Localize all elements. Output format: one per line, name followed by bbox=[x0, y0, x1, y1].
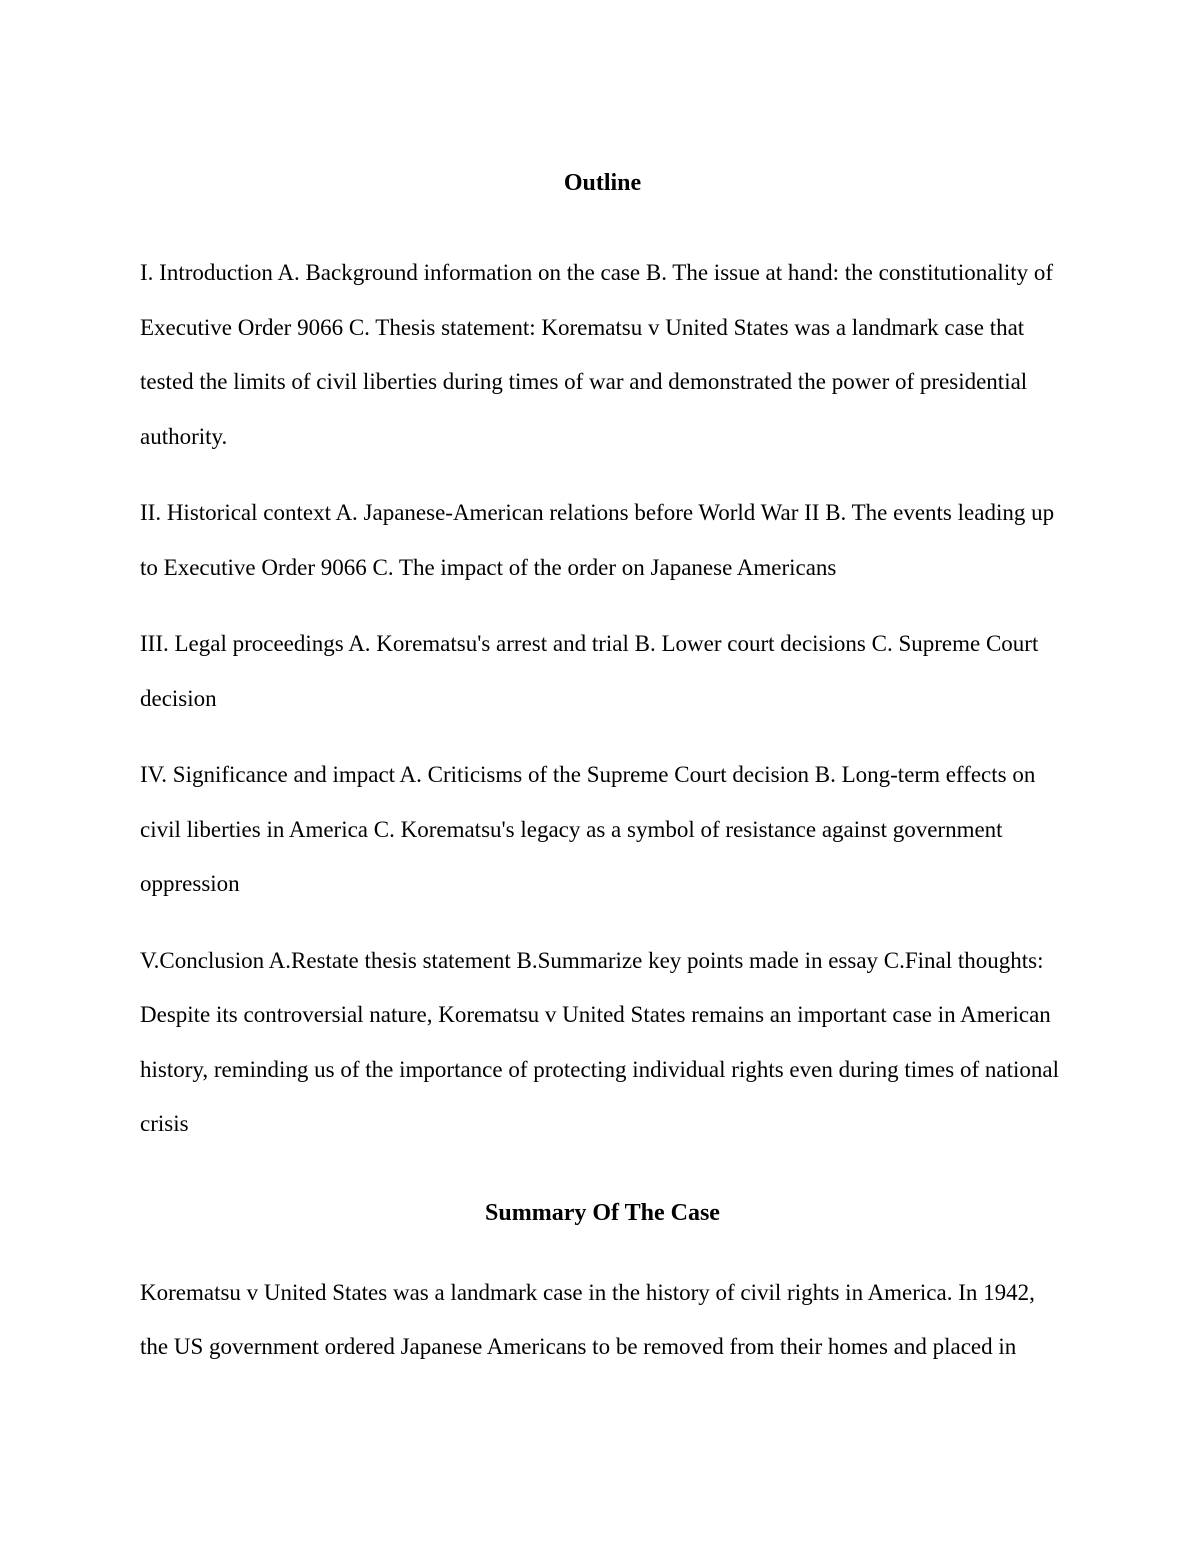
outline-heading: Outline bbox=[563, 170, 642, 196]
outline-item-4: IV. Significance and impact A. Criticisms of the Supreme Court decision B. Long-term effects on civil liberties in America C. Korematsu's legacy as a symbol of resistance against government oppression bbox=[140, 762, 1036, 896]
outline-item-3: III. Legal proceedings A. Korematsu's arrest and trial B. Lower court decisions C. Supreme Court decision bbox=[140, 631, 1039, 711]
outline-item-2: II. Historical context A. Japanese-American relations before World War II B. The events leading up to Executive Order 9066 C. The impact of the order on Japanese Americans bbox=[140, 500, 1055, 580]
outline-item-1: I. Introduction A. Background information on the case B. The issue at hand: the constitutionality of Executive Order 9066 C. Thesis statement: Korematsu v United States was a landmark case that tested the limits of civil liberties during times of war and demonstrated the power of presidential authority. bbox=[140, 260, 1054, 449]
summary-paragraph: Korematsu v United States was a landmark case in the history of civil rights in America. In 1942, the US government ordered Japanese Americans to be removed from their homes and placed in bbox=[140, 1279, 1035, 1359]
outline-item-5: V.Conclusion A.Restate thesis statement B.Summarize key points made in essay C.Final thoughts: Despite its controversial nature, Korematsu v United States remains an important case in American history, reminding us of the importance of protecting individual rights even during times of national crisis bbox=[140, 947, 1059, 1136]
document-body bbox=[140, 162, 1065, 1375]
summary-heading: Summary Of The Case bbox=[485, 1199, 720, 1226]
